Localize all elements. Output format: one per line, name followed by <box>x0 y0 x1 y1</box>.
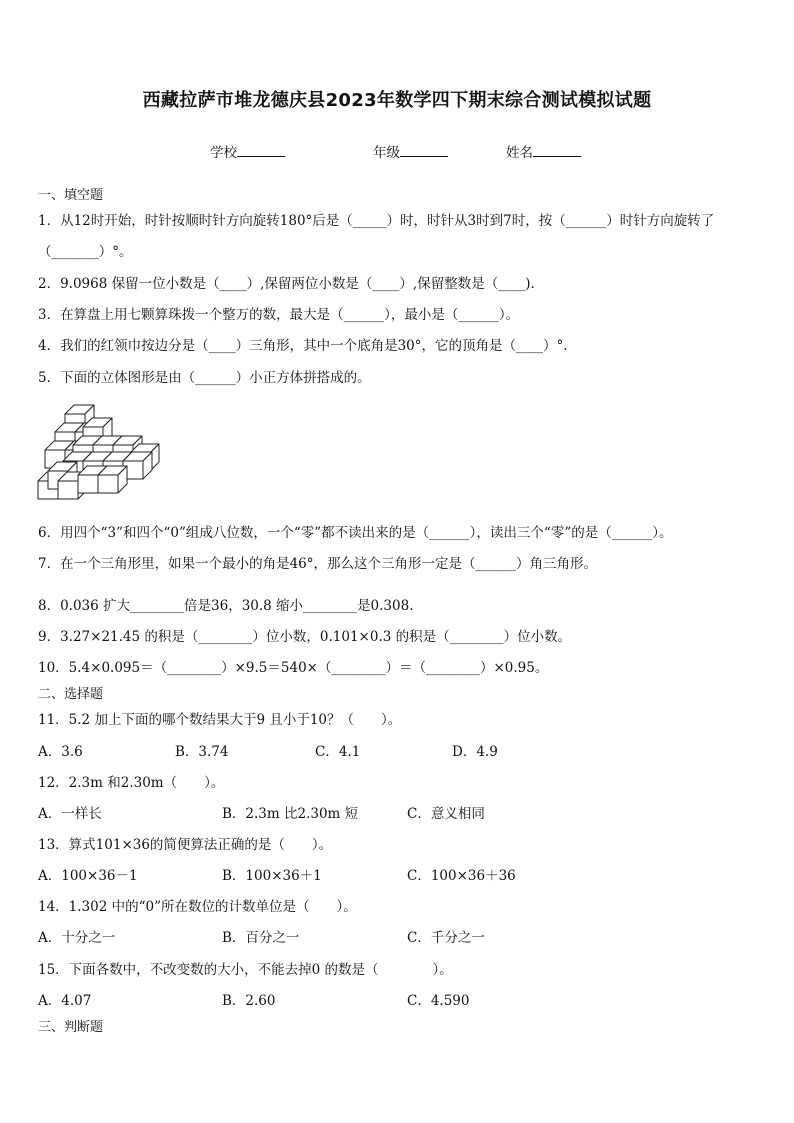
page-title: 西藏拉萨市堆龙德庆县2023年数学四下期末综合测试模拟试题 <box>142 90 652 111</box>
q11-option-b: B．3.74 <box>175 744 229 760</box>
section-fill-in: 一、填空题 <box>38 188 104 203</box>
name-label: 姓名 <box>506 145 533 161</box>
school-blank <box>237 144 285 157</box>
question-13: 13．算式101×36的简便算法正确的是（ ）。 <box>38 837 333 853</box>
question-6: 6．用四个“3”和四个“0”组成八位数，一个“零”都不读出来的是（______），读出三个“零”的是（______）。 <box>38 525 673 541</box>
question-7: 7．在一个三角形里，如果一个最小的角是46°，那么这个三角形一定是（______）角三角形。 <box>38 556 598 572</box>
q12-option-a: A．一样长 <box>38 806 102 822</box>
q15-option-a: A．4.07 <box>38 993 92 1009</box>
school-field <box>210 141 285 161</box>
q12-option-c: C．意义相同 <box>407 806 485 822</box>
q14-option-c: C．千分之一 <box>407 930 485 946</box>
q14-option-a: A．十分之一 <box>38 930 116 946</box>
question-15: 15．下面各数中，不改变数的大小，不能去掉0 的数是（ ）。 <box>38 962 453 978</box>
school-label: 学校 <box>210 145 237 161</box>
q11-option-c: C．4.1 <box>315 744 361 760</box>
question-12: 12．2.3m 和2.30m（ ）。 <box>38 775 225 791</box>
q11-option-a: A．3.6 <box>38 744 83 760</box>
q13-option-c: C．100×36＋36 <box>407 868 516 884</box>
question-4: 4．我们的红领巾按边分是（____）三角形，其中一个底角是30°，它的顶角是（____）°. <box>38 338 568 354</box>
cube-stack-figure <box>36 403 161 503</box>
question-1-line-2: （_______）°。 <box>38 244 133 260</box>
q13-option-b: B．100×36＋1 <box>222 868 322 884</box>
grade-field <box>373 141 448 161</box>
q14-option-b: B．百分之一 <box>222 930 300 946</box>
question-8: 8．0.036 扩大________倍是36，30.8 缩小________是0.308. <box>38 598 414 614</box>
section-true-false: 三、判断题 <box>38 1020 104 1035</box>
question-10: 10．5.4×0.095＝（________）×9.5＝540×（________）＝（________）×0.95。 <box>38 660 549 676</box>
question-1-line-1: 1．从12时开始，时针按顺时针方向旋转180°后是（_____）时，时针从3时到7时，按（______）时针方向旋转了 <box>38 213 715 229</box>
section-choice: 二、选择题 <box>38 687 104 702</box>
question-2: 2．9.0968 保留一位小数是（____）,保留两位小数是（____）,保留整数是（____). <box>38 276 535 292</box>
grade-label: 年级 <box>373 145 400 161</box>
question-3: 3．在算盘上用七颗算珠拨一个整万的数，最大是（______），最小是（______）。 <box>38 307 520 323</box>
q11-option-d: D．4.9 <box>452 744 498 760</box>
name-field <box>506 141 581 161</box>
question-11: 11．5.2 加上下面的哪个数结果大于9 且小于10？（ ）。 <box>38 712 402 728</box>
q15-option-b: B．2.60 <box>222 993 276 1009</box>
q13-option-a: A．100×36－1 <box>38 868 138 884</box>
question-5: 5．下面的立体图形是由（______）小正方体拼搭成的。 <box>38 370 371 386</box>
q15-option-c: C．4.590 <box>407 993 470 1009</box>
grade-blank <box>400 144 448 157</box>
question-14: 14．1.302 中的“0”所在数位的计数单位是（ ）。 <box>38 899 357 915</box>
question-9: 9．3.27×21.45 的积是（________）位小数，0.101×0.3 的积是（________）位小数。 <box>38 629 572 645</box>
q12-option-b: B．2.3m 比2.30m 短 <box>222 806 359 822</box>
name-blank <box>533 144 581 157</box>
